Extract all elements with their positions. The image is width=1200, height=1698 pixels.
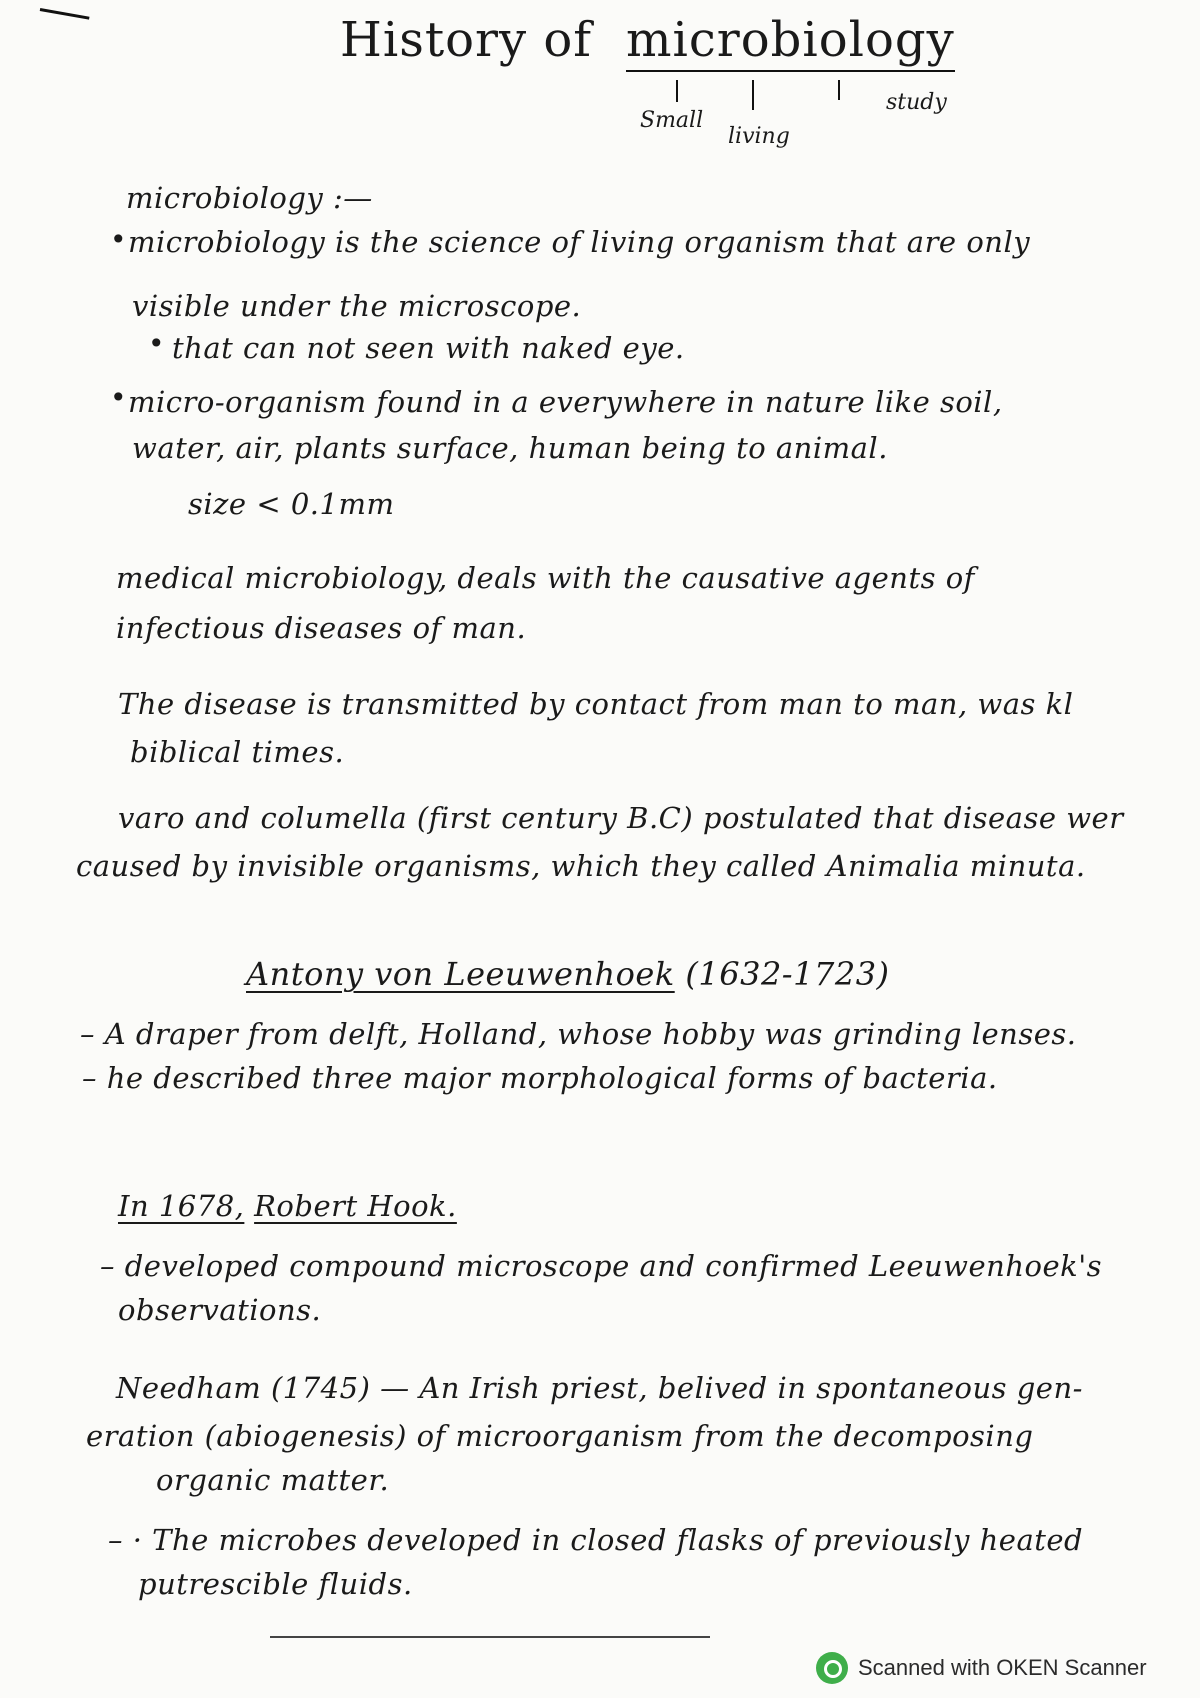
needham-line-5: putrescible fluids.: [138, 1567, 413, 1601]
etym-arrow-study: [838, 80, 840, 100]
varo-line-2: caused by invisible organisms, which they called Animalia minuta.: [76, 849, 1086, 883]
footer-divider: [270, 1636, 710, 1638]
scanner-logo-icon: [816, 1652, 848, 1684]
bullet-dot: •: [148, 327, 165, 360]
leeuwenhoek-name: Antony von Leeuwenhoek: [246, 955, 675, 993]
varo-line-1: varo and columella (first century B.C) postulated that disease wer: [118, 801, 1124, 835]
bullet-dot: •: [110, 381, 127, 414]
disease-line-1: The disease is transmitted by contact from man to man, was kl: [118, 687, 1074, 721]
def-line-1: microbiology is the science of living organism that are only: [128, 225, 1031, 259]
sub-bullet-naked-eye: that can not seen with naked eye.: [172, 331, 685, 365]
micro-organism-line-2: water, air, plants surface, human being to animal.: [132, 431, 888, 465]
etym-living: living: [728, 124, 790, 149]
etym-small: Small: [640, 108, 704, 133]
hook-year: In 1678,: [118, 1189, 245, 1223]
needham-line-1: Needham (1745) — An Irish priest, belived in spontaneous gen-: [116, 1371, 1083, 1405]
needham-line-2: eration (abiogenesis) of microorganism from the decomposing: [86, 1419, 1034, 1453]
title-history-of: History of: [340, 12, 593, 68]
section-heading-microbiology: microbiology :—: [126, 181, 373, 215]
leeuwenhoek-heading: [246, 956, 890, 992]
def-line-2: visible under the microscope.: [132, 289, 582, 323]
medical-line-1: medical microbiology, deals with the causative agents of: [116, 561, 975, 595]
medical-line-2: infectious diseases of man.: [116, 611, 527, 645]
hook-name: Robert Hook.: [254, 1189, 457, 1223]
hook-line-2: observations.: [118, 1293, 322, 1327]
leeuwenhoek-years: (1632-1723): [685, 955, 890, 993]
hook-heading: [118, 1188, 457, 1224]
etym-arrow-living: [752, 80, 754, 110]
bullet-dot: •: [110, 223, 127, 256]
title-microbiology: microbiology: [626, 12, 955, 72]
leeuwenhoek-point-2: – he described three major morphological forms of bacteria.: [82, 1061, 998, 1095]
etym-arrow-small: [676, 80, 678, 102]
scanner-text: Scanned with OKEN Scanner: [858, 1655, 1147, 1680]
scanner-watermark: [816, 1652, 1147, 1684]
needham-line-4: – · The microbes developed in closed flasks of previously heated: [108, 1523, 1084, 1557]
needham-line-3: organic matter.: [156, 1463, 390, 1497]
micro-organism-line-1: micro-organism found in a everywhere in nature like soil,: [128, 385, 1003, 419]
size-note: size < 0.1mm: [188, 487, 395, 521]
pen-mark: [40, 8, 90, 20]
disease-line-2: biblical times.: [130, 735, 345, 769]
page-title: [340, 12, 955, 68]
etym-study: study: [886, 90, 947, 115]
hook-line-1: – developed compound microscope and confirmed Leeuwenhoek's: [100, 1249, 1103, 1283]
leeuwenhoek-point-1: – A draper from delft, Holland, whose hobby was grinding lenses.: [80, 1017, 1077, 1051]
